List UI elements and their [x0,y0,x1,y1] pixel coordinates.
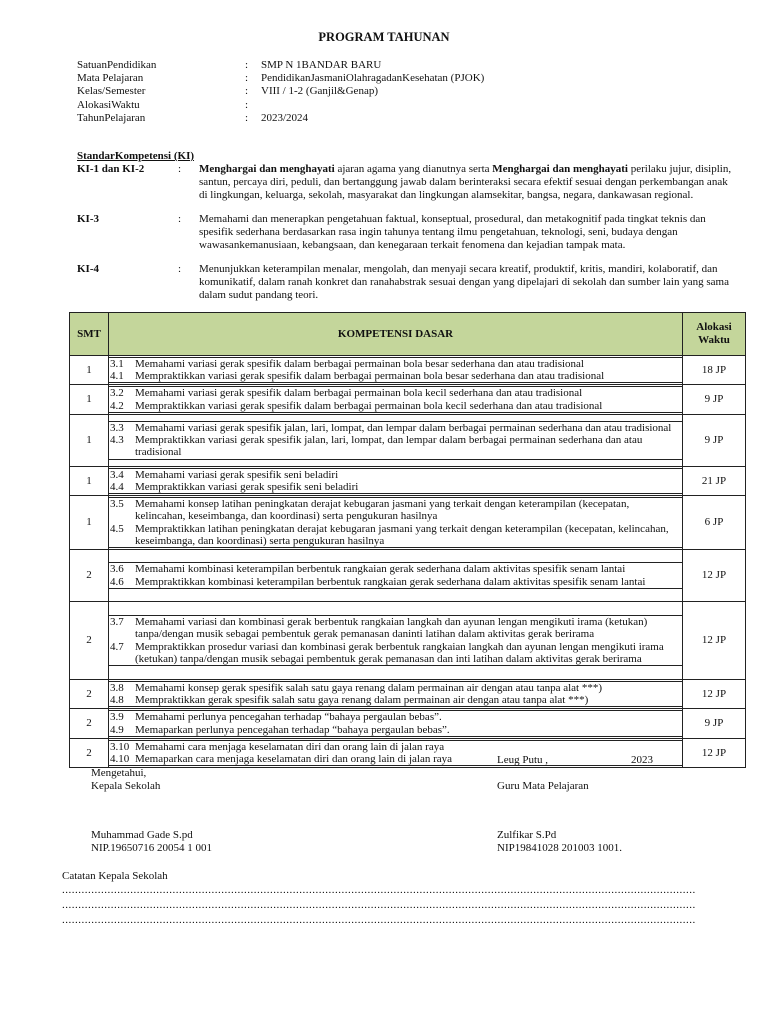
kompetensi-list [109,386,682,412]
kompetensi-text: Mempraktikkan variasi gerak spesifik seni beladiri [135,481,359,494]
ki-item [77,263,737,301]
ki-colon: : [178,163,182,175]
kompetensi-number: 4.2 [110,399,124,412]
catatan-line: ................................................................................................................................................................................................... [62,914,696,926]
identity-colon: : [245,85,249,98]
smt-cell: 1 [70,414,109,466]
kompetensi-number: 3.6 [110,563,124,576]
ki-colon: : [178,263,182,275]
catatan-line: ................................................................................................................................................................................................... [62,899,696,911]
kompetensi-item [109,694,680,706]
kompetensi-text: Mempraktikkan prosedur variasi dan kombinasi gerak berbentuk rangkaian langkah dan ayunan lengan mengikuti irama (ketukan) tanpa/dengan musik sebagai pembentuk gerak pemanasan dan inti latihan dalam aktivitas gerak berirama [135,640,664,665]
kompetensi-cell [109,496,683,550]
table-body [70,356,746,768]
kompetensi-cell [109,356,683,385]
kompetensi-item [109,576,680,588]
signature-place-name: Leug Putu , [497,754,549,766]
kompetensi-item [109,682,680,694]
kompetensi-list [109,740,682,766]
kompetensi-item [109,616,680,640]
kompetensi-number: 4.7 [110,640,124,653]
alokasi-waktu-cell: 12 JP [683,550,746,602]
kompetensi-list [109,710,682,736]
table-header-row [70,313,746,356]
alokasi-waktu-cell: 12 JP [683,602,746,680]
identity-colon: : [245,111,249,124]
kompetensi-number: 4.10 [110,753,130,766]
alokasi-waktu-cell: 9 JP [683,385,746,414]
kompetensi-number: 3.5 [110,498,124,511]
ki-bold-phrase: Menghargai dan menghayati [199,163,335,175]
identity-row [77,85,484,98]
kompetensi-number: 4.3 [110,434,124,447]
kompetensi-item [109,741,680,753]
kompetensi-text: Mempraktikkan gerak spesifik salah satu gaya renang dalam permainan air dengan atau tanpa alat ***) [135,694,589,707]
kompetensi-text: Memahami cara menjaga keselamatan diri dan orang lain di jalan raya [135,740,445,753]
smt-cell: 1 [70,385,109,414]
kompetensi-cell [109,385,683,414]
kompetensi-number: 4.5 [110,522,124,535]
identity-colon: : [245,72,249,85]
identity-row [77,112,484,125]
catatan-heading: Catatan Kepala Sekolah [62,870,168,882]
kompetensi-cell [109,466,683,495]
kompetensi-text: Memahami variasi gerak spesifik dalam berbagai permainan bola besar sederhana dan atau tradisional [135,358,584,370]
identity-row [77,72,484,85]
identity-label: TahunPelajaran [77,111,146,124]
ki-text-part: perilaku jujur, disiplin, santun, percaya diri, peduli, dan bertanggung jawab dalam berinteraksi secara efektif sesuai dengan perkembangan anak di lingkungan, keluarga, sekolah, masyarakat dan lingkungan alamsekitar, bangsa, negara, dankawasan regional. [199,163,732,201]
identity-row [77,99,484,112]
alokasi-waktu-cell: 18 JP [683,356,746,385]
alokasi-waktu-cell: 21 JP [683,466,746,495]
alokasi-waktu-cell: 12 JP [683,738,746,767]
kepala-sekolah-label: Kepala Sekolah [91,780,161,792]
kompetensi-item [109,724,680,736]
smt-cell: 1 [70,496,109,550]
kompetensi-dasar-table [69,312,746,768]
ki-text: Menunjukkan keterampilan menalar, mengolah, dan menyaji secara kreatif, produktif, kritis, mandiri, kolaboratif, dan komunikatif, dalam ranah konkret dan ranahabstrak sesuai dengan yang dipelajari di sekolah dan sumber lain yang sama dalam sudut pandang teori. [199,263,729,301]
kompetensi-text: Memahami konsep latihan peningkatan derajat kebugaran jasmani yang terkait dengan keterampilan (kecepatan, kelincahan, keseimbanga, dan koordinasi) serta pengukuran hasilnya [135,498,630,523]
smt-cell: 2 [70,680,109,709]
smt-cell: 1 [70,356,109,385]
kompetensi-number: 3.10 [110,740,130,753]
mengetahui-label: Mengetahui, [91,767,147,779]
kompetensi-cell [109,550,683,602]
kompetensi-text: Memahami konsep gerak spesifik salah satu gaya renang dalam permainan air dengan atau tanpa alat ***) [135,682,603,695]
standar-kompetensi-heading: StandarKompetensi (KI) [77,150,195,162]
ki-text: Memahami dan menerapkan pengetahuan faktual, konseptual, prosedural, dan metakognitif pada tingkat teknis dan spesifik sederhana berdasarkan rasa ingin tahunya tentang ilmu pengetahuan, teknologi, seni, budaya dengan wawasankemanusiaan, kebangsaan, dan kenegaraan terkait fenomena dan kejadian tampak mata. [199,213,706,251]
page-title: PROGRAM TAHUNAN [318,30,450,44]
kompetensi-list [109,357,682,383]
smt-cell: 2 [70,602,109,680]
table-row [70,414,746,466]
ki-text-part: ajaran agama yang dianutnya serta [334,163,493,175]
kompetensi-number: 3.8 [110,682,124,695]
kompetensi-cell [109,414,683,466]
kompetensi-text: Memahami variasi gerak spesifik seni beladiri [135,468,339,481]
kompetensi-text: Mempraktikkan variasi gerak spesifik dalam berbagai permainan bola besar sederhana dan atau tradisional [135,370,605,383]
kompetensi-text: Memahami variasi gerak spesifik jalan, lari, lompat, dan lempar dalam berbagai permainan sederhana dan atau tradisional [135,422,672,434]
kompetensi-text: Memahami perlunya pencegahan terhadap “bahaya pergaulan bebas”. [135,711,442,724]
kompetensi-number: 4.1 [110,370,124,383]
smt-cell: 1 [70,466,109,495]
identity-value: 2023/2024 [261,111,309,124]
kompetensi-item [109,422,680,434]
smt-cell: 2 [70,738,109,767]
kompetensi-item [109,370,680,382]
kompetensi-cell [109,602,683,680]
kompetensi-item [109,498,680,522]
identity-value: PendidikanJasmaniOlahragadanKesehatan (PJOK) [261,72,485,85]
ki-item [77,163,737,201]
identity-row [77,59,484,72]
identity-colon: : [245,98,249,111]
kompetensi-text: Memahami kombinasi keterampilan berbentuk rangkaian gerak sederhana dalam aktivitas spesifik senam lantai [135,563,626,576]
ki-text [199,163,735,201]
kompetensi-number: 4.8 [110,694,124,707]
table-row [70,602,746,680]
kompetensi-item [109,358,680,370]
teacher-name: Zulfikar S.Pd [497,829,557,841]
teacher-nip: NIP19841028 201003 1001. [497,842,622,854]
guru-role-label: Guru Mata Pelajaran [497,780,589,792]
kompetensi-text: Mempraktikkan variasi gerak spesifik jalan, lari, lompat, dan lempar dalam berbagai permainan sederhana dan atau tradisional [135,434,643,459]
identity-value: VIII / 1-2 (Ganjil&Genap) [261,85,378,98]
kompetensi-item [109,523,680,547]
identity-label: AlokasiWaktu [77,98,140,111]
table-row [70,550,746,602]
kompetensi-number: 3.7 [110,616,124,629]
identity-colon: : [245,59,249,71]
kompetensi-number: 3.1 [110,358,124,370]
kompetensi-text: Memaparkan perlunya pencegahan terhadap “bahaya pergaulan bebas”. [135,723,450,736]
kompetensi-list [109,562,682,588]
alokasi-waktu-cell: 9 JP [683,709,746,738]
kompetensi-number: 3.4 [110,468,124,481]
kompetensi-cell [109,709,683,738]
kompetensi-item [109,434,680,458]
principal-nip: NIP.19650716 20054 1 001 [91,842,213,854]
ki-item [77,213,737,251]
ki-bold-phrase: Menghargai dan menghayati [492,163,628,175]
kompetensi-item [109,400,680,412]
kompetensi-list [109,421,682,460]
table-row [70,385,746,414]
table-row [70,709,746,738]
kompetensi-number: 4.9 [110,723,124,736]
ki-label: KI-1 dan KI-2 [77,163,145,175]
identity-value: SMP N 1BANDAR BARU [261,59,382,71]
kompetensi-item [109,563,680,575]
identity-label: Mata Pelajaran [77,72,144,85]
alokasi-waktu-cell: 12 JP [683,680,746,709]
principal-name: Muhammad Gade S.pd [91,829,193,841]
smt-cell: 2 [70,550,109,602]
table-row [70,496,746,550]
identity-label: Kelas/Semester [77,85,146,98]
kompetensi-text: Memaparkan cara menjaga keselamatan diri dan orang lain di jalan raya [135,753,453,766]
alokasi-waktu-cell: 6 JP [683,496,746,550]
kompetensi-item [109,481,680,493]
alokasi-waktu-cell: 9 JP [683,414,746,466]
table-row [70,466,746,495]
kompetensi-number: 4.4 [110,481,124,494]
kompetensi-list [109,497,682,548]
kompetensi-item [109,641,680,665]
header-smt: SMT [70,313,109,356]
kompetensi-text: Mempraktikkan variasi gerak spesifik dalam berbagai permainan bola kecil sederhana dan atau tradisional [135,399,603,412]
header-kompetensi-dasar: KOMPETENSI DASAR [109,313,683,356]
kompetensi-item [109,753,680,765]
identity-label: SatuanPendidikan [77,59,157,71]
identity-block [77,59,484,125]
kompetensi-number: 3.2 [110,387,124,400]
signature-place [497,754,548,767]
ki-label: KI-4 [77,263,99,275]
kompetensi-list [109,615,682,666]
kompetensi-text: Memahami variasi dan kombinasi gerak berbentuk rangkaian langkah dan ayunan lengan mengikuti irama (ketukan) tanpa/dengan musik sebagai pembentuk gerak pemanasan daninti latihan dalam aktivitas gerak berirama [135,616,648,641]
kompetensi-text: Mempraktikkan kombinasi keterampilan berbentuk rangkaian gerak sederhana dalam aktivitas spesifik senam lantai [135,575,646,588]
table-row [70,356,746,385]
kompetensi-list [109,468,682,494]
ki-colon: : [178,213,182,225]
table-row [70,680,746,709]
signature-year: 2023 [631,754,653,766]
kompetensi-cell [109,738,683,767]
kompetensi-text: Memahami variasi gerak spesifik dalam berbagai permainan bola kecil sederhana dan atau tradisional [135,387,583,400]
smt-cell: 2 [70,709,109,738]
kompetensi-list [109,681,682,707]
kompetensi-item [109,387,680,399]
ki-label: KI-3 [77,213,99,225]
kompetensi-number: 4.6 [110,575,124,588]
kompetensi-item [109,711,680,723]
catatan-line: ................................................................................................................................................................................................... [62,884,696,896]
kompetensi-number: 3.9 [110,711,124,724]
kompetensi-number: 3.3 [110,422,124,434]
kompetensi-cell [109,680,683,709]
header-alokasi-waktu: Alokasi Waktu [683,313,746,356]
kompetensi-text: Mempraktikkan latihan peningkatan derajat kebugaran jasmani yang terkait dengan keterampilan (kecepatan, kelincahan, keseimbanga, dan koordinasi) serta pengukuran hasilnya [135,522,669,547]
kompetensi-item [109,469,680,481]
